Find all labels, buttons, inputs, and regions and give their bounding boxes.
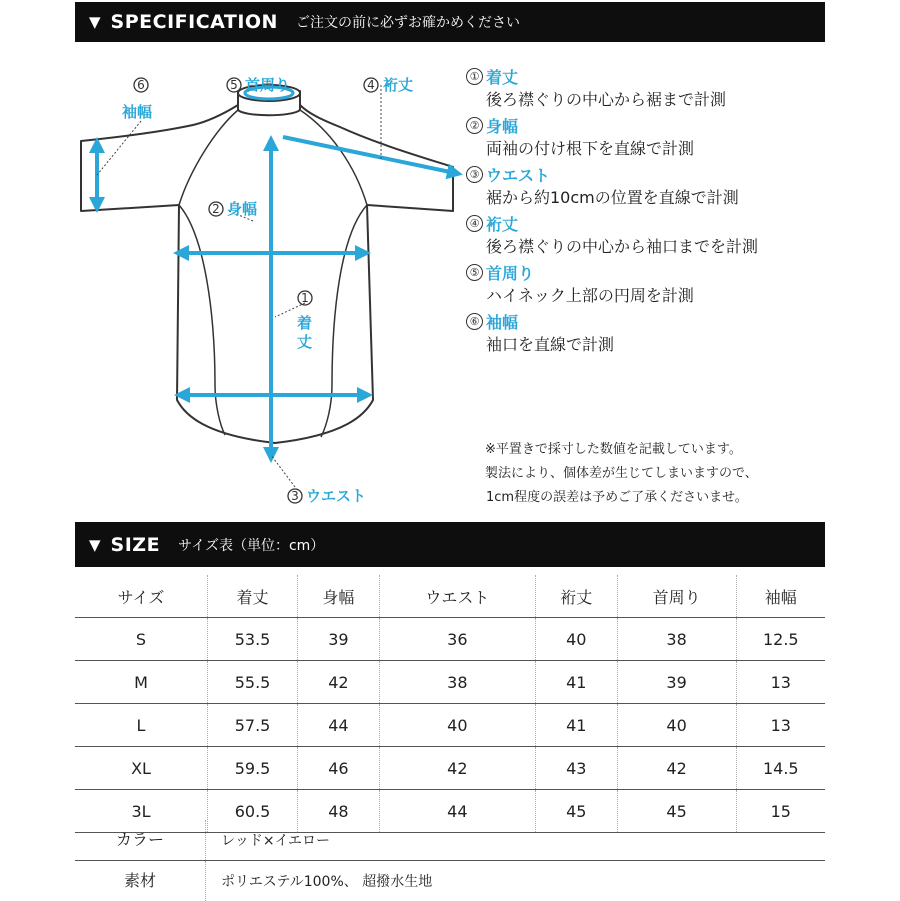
value-cell: 44 — [298, 704, 380, 747]
value-cell: 41 — [535, 704, 617, 747]
svg-text:6: 6 — [137, 78, 145, 92]
triangle-down-icon: ▼ — [89, 535, 101, 554]
header-chest: 身幅 — [298, 575, 380, 618]
legend-item — [466, 162, 846, 210]
legend-name: 裄丈 — [486, 214, 519, 234]
label-waist — [288, 487, 366, 505]
size-cell: XL — [75, 747, 208, 790]
length-label-text: 着丈 — [297, 314, 313, 351]
value-cell: 59.5 — [208, 747, 298, 790]
value-cell: 48 — [298, 790, 380, 833]
label-neck — [227, 76, 290, 94]
header-neck: 首周り — [617, 575, 736, 618]
note-line: 1cm程度の誤差は予めご了承くださいませ。 — [486, 490, 748, 505]
note-line: 製法により、個体差が生じてしまいますので、 — [485, 466, 758, 481]
size-cell: 3L — [75, 790, 208, 833]
table-row — [75, 661, 825, 704]
value-cell: 13 — [736, 704, 825, 747]
material-label: 素材 — [75, 861, 206, 901]
svg-text:ウエスト: ウエスト — [306, 487, 367, 505]
value-cell: 12.5 — [736, 618, 825, 661]
table-header-row — [75, 575, 825, 618]
label-sleeve-length — [364, 76, 413, 94]
legend-name: ウエスト — [486, 165, 551, 185]
value-cell: 40 — [379, 704, 535, 747]
size-cell: M — [75, 661, 208, 704]
value-cell: 57.5 — [208, 704, 298, 747]
value-cell: 42 — [617, 747, 736, 790]
value-cell: 45 — [535, 790, 617, 833]
header-length: 着丈 — [208, 575, 298, 618]
svg-text:2: 2 — [212, 202, 220, 216]
value-cell: 14.5 — [736, 747, 825, 790]
size-table — [75, 575, 825, 833]
legend-item — [466, 211, 846, 259]
table-row — [75, 704, 825, 747]
legend-item — [466, 113, 846, 161]
legend-item — [466, 309, 846, 357]
label-chest — [209, 200, 257, 218]
color-label: カラー — [75, 820, 206, 860]
svg-text:袖幅: 袖幅 — [122, 103, 153, 121]
legend-name: 首周り — [486, 263, 535, 283]
number-circle: ④ — [466, 215, 483, 232]
label-sleeve-width — [122, 78, 152, 121]
number-circle: ① — [466, 68, 483, 85]
legend-name: 着丈 — [486, 67, 519, 87]
number-circle: ⑥ — [466, 313, 483, 330]
measurement-legend — [466, 64, 846, 358]
triangle-down-icon: ▼ — [89, 13, 101, 31]
size-cell: L — [75, 704, 208, 747]
material-value: ポリエステル100%、 超撥水生地 — [221, 874, 433, 890]
value-cell: 40 — [535, 618, 617, 661]
legend-item — [466, 260, 846, 308]
legend-description: 後ろ襟ぐりの中心から袖口までを計測 — [486, 237, 759, 256]
specification-subtitle: ご注文の前に必ずお確かめください — [295, 15, 520, 31]
color-value: レッド×イエロー — [221, 833, 331, 849]
size-subtitle: サイズ表（単位：cm） — [178, 537, 325, 554]
value-cell: 38 — [617, 618, 736, 661]
value-cell: 42 — [379, 747, 535, 790]
legend-description: 両袖の付け根下を直線で計測 — [486, 139, 695, 158]
value-cell: 15 — [736, 790, 825, 833]
svg-text:首周り: 首周り — [245, 76, 291, 94]
legend-description: 袖口を直線で計測 — [486, 335, 615, 354]
header-waist: ウエスト — [379, 575, 535, 618]
color-row — [75, 820, 825, 861]
value-cell: 39 — [617, 661, 736, 704]
value-cell: 39 — [298, 618, 380, 661]
value-cell: 36 — [379, 618, 535, 661]
note-line: ※平置きで採寸した数値を記載しています。 — [485, 442, 742, 457]
svg-text:1: 1 — [301, 291, 309, 305]
table-row — [75, 747, 825, 790]
value-cell: 46 — [298, 747, 380, 790]
value-cell: 13 — [736, 661, 825, 704]
value-cell: 53.5 — [208, 618, 298, 661]
size-banner — [75, 522, 825, 567]
svg-text:4: 4 — [367, 78, 375, 92]
number-circle: ② — [466, 117, 483, 134]
value-cell: 41 — [535, 661, 617, 704]
header-sleeve-length: 裄丈 — [535, 575, 617, 618]
table-row — [75, 618, 825, 661]
value-cell: 38 — [379, 661, 535, 704]
value-cell: 40 — [617, 704, 736, 747]
value-cell: 60.5 — [208, 790, 298, 833]
header-size: サイズ — [75, 575, 208, 618]
specification-banner — [75, 2, 825, 42]
value-cell: 42 — [298, 661, 380, 704]
legend-description: 後ろ襟ぐりの中心から裾まで計測 — [486, 90, 727, 109]
shirt-diagram — [75, 55, 465, 515]
legend-description: ハイネック上部の円周を計測 — [486, 286, 694, 305]
header-sleeve-width: 袖幅 — [736, 575, 825, 618]
size-title: SIZE — [110, 533, 161, 556]
legend-name: 袖幅 — [486, 312, 519, 332]
svg-text:裄丈: 裄丈 — [383, 76, 414, 94]
value-cell: 55.5 — [208, 661, 298, 704]
value-cell: 43 — [535, 747, 617, 790]
svg-text:3: 3 — [291, 489, 299, 503]
size-cell: S — [75, 618, 208, 661]
svg-text:身幅: 身幅 — [227, 200, 258, 218]
svg-text:5: 5 — [230, 78, 238, 92]
legend-item — [466, 64, 846, 112]
legend-name: 身幅 — [486, 116, 519, 136]
specification-title: SPECIFICATION — [110, 11, 278, 33]
number-circle: ③ — [466, 166, 483, 183]
value-cell: 44 — [379, 790, 535, 833]
legend-description: 裾から約10cmの位置を直線で計測 — [486, 188, 739, 207]
value-cell: 45 — [617, 790, 736, 833]
number-circle: ⑤ — [466, 264, 483, 281]
shirt-outline — [81, 85, 453, 443]
material-row — [75, 861, 825, 901]
measurement-notes — [485, 438, 758, 510]
